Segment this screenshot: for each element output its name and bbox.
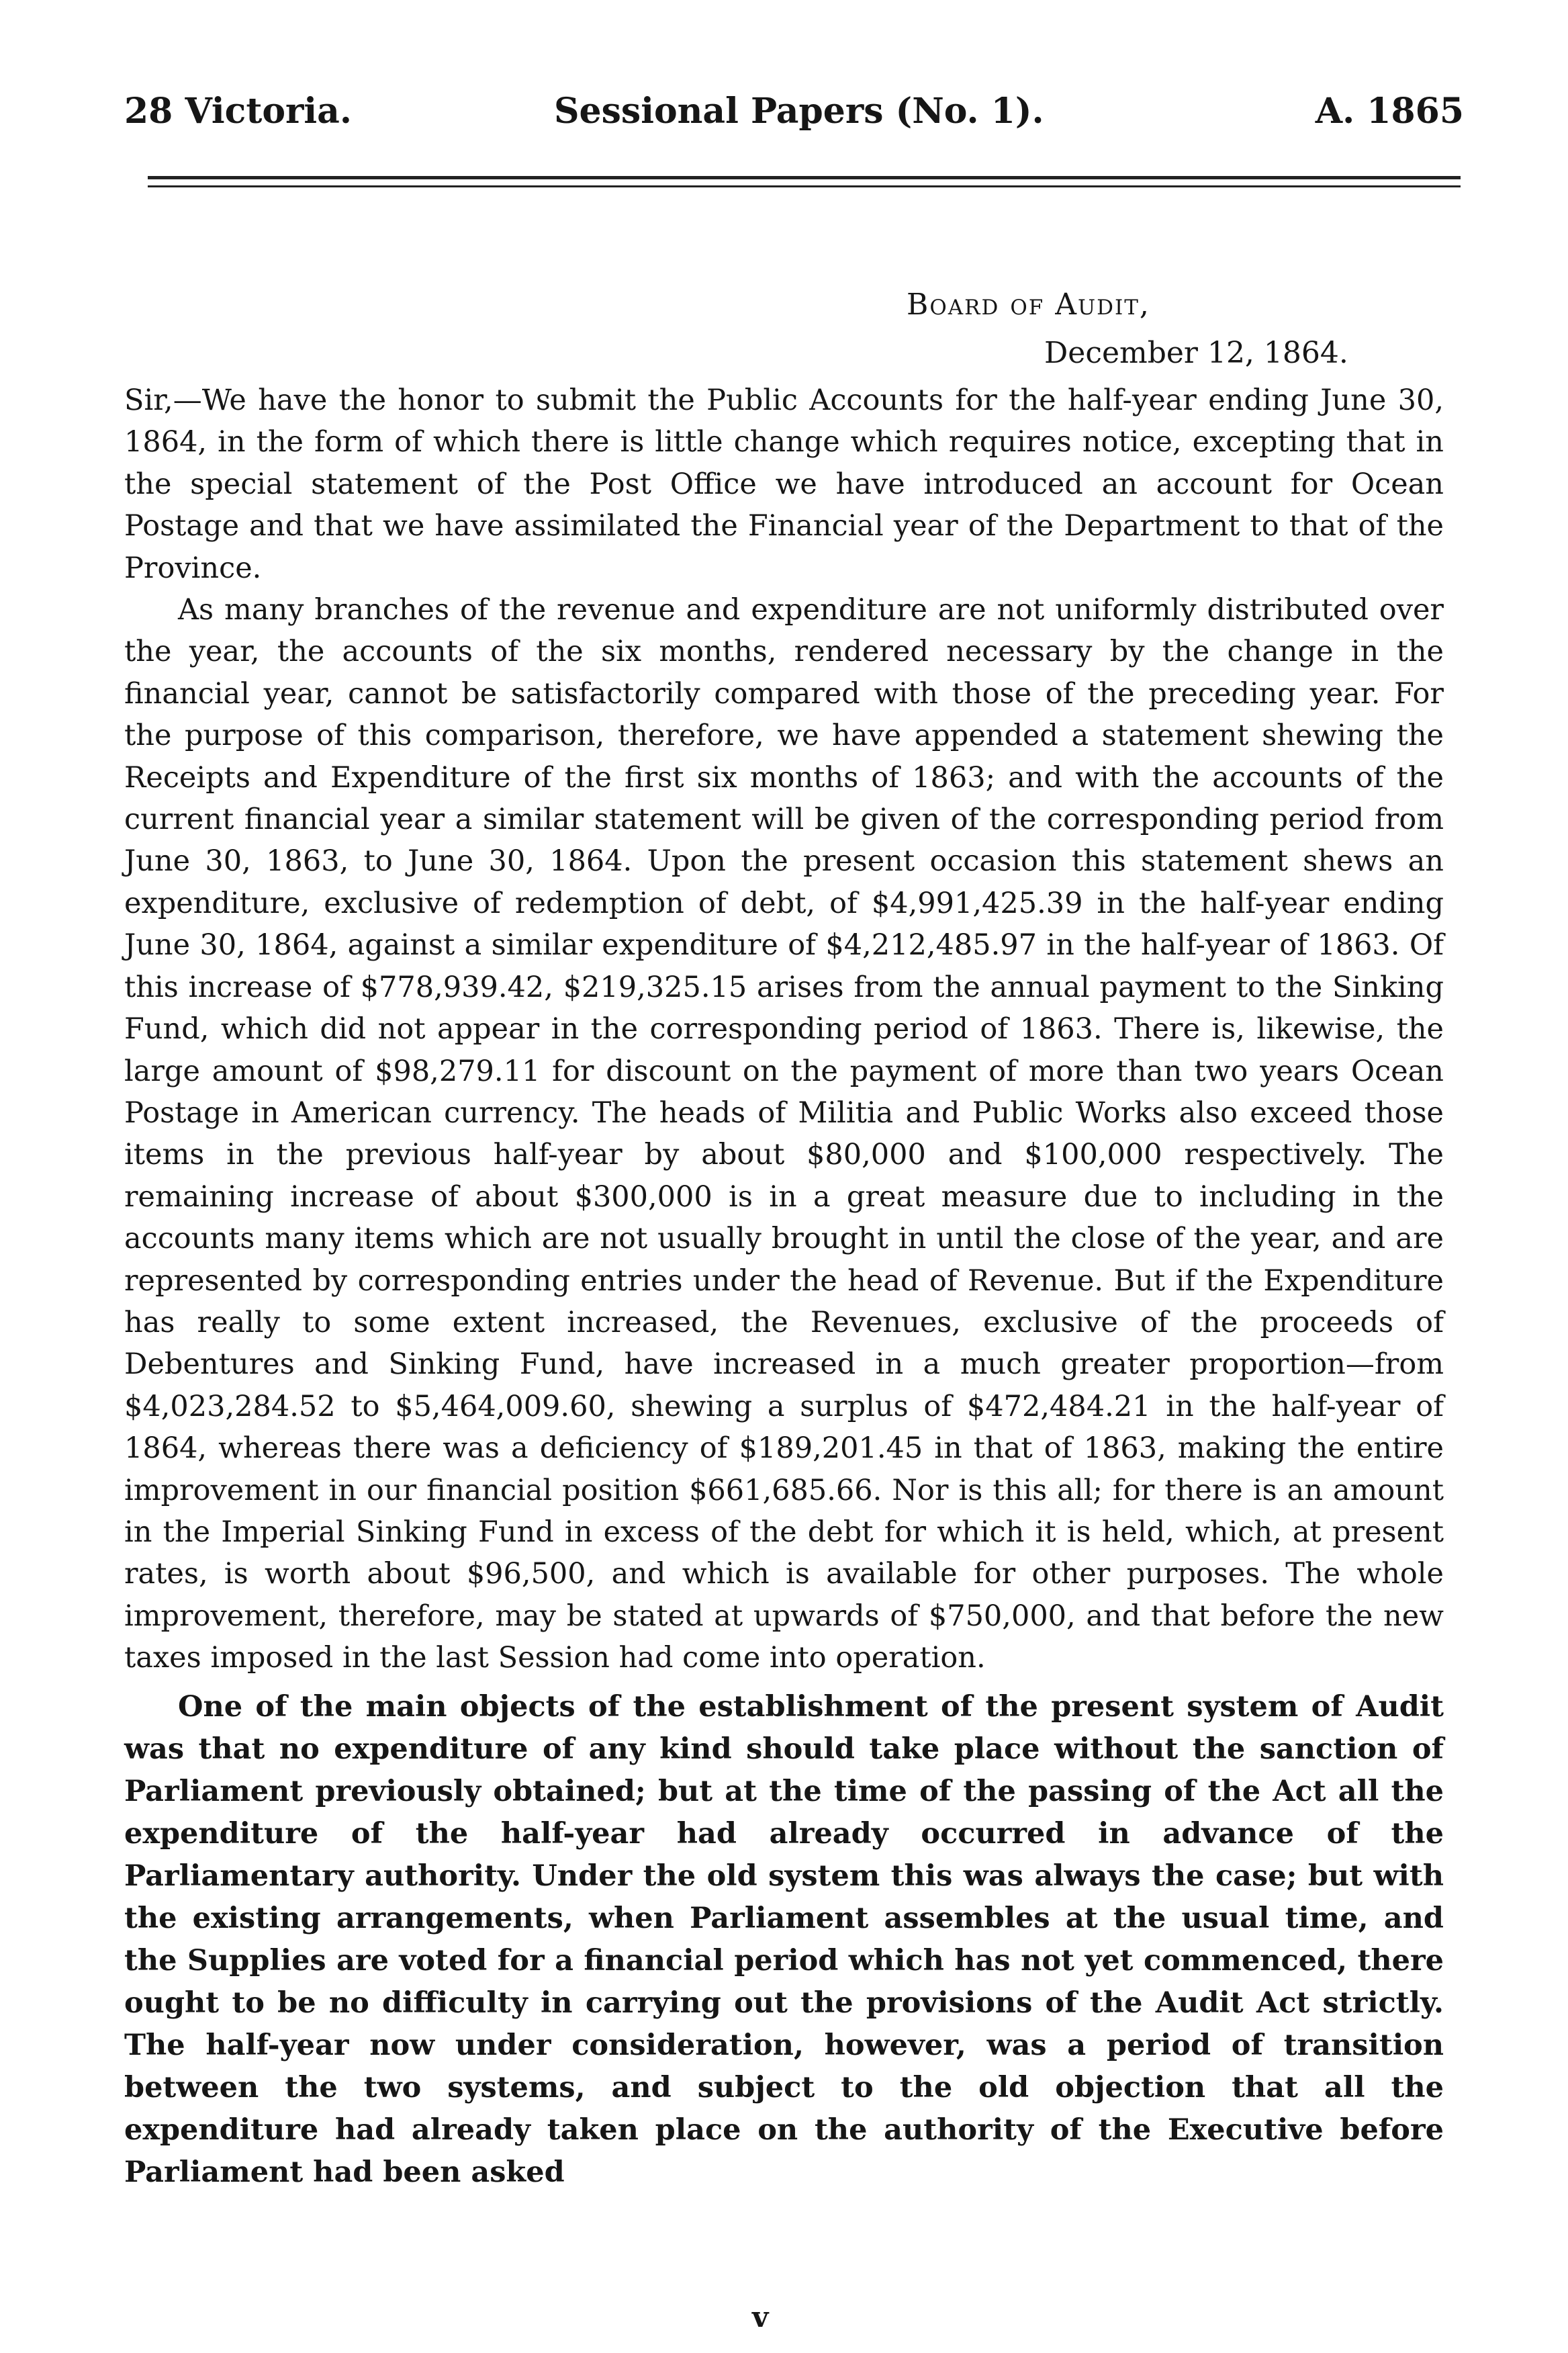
dateline-date: December 12, 1864. — [1044, 336, 1348, 370]
header-year: A. 1865 — [1315, 91, 1464, 132]
paragraph-3: One of the main objects of the establishment of the present system of Audit was that no expenditure of any kind should take place without the sanction of Parliament previously obtained; but at the time of the passing of the Act all the expenditure of the half-year had already occurred in advance of the Parliamentary authority. Under the old system this was always the case; but with the existing arrangements, when Parliament assembles at the usual time, and the Supplies are voted for a financial period which has not yet commenced, there ought to be no difficulty in carrying out the provisions of the Audit Act strictly. The half-year now under consideration, however, was a period of transition between the two systems, and subject to the old objection that all the expenditure had already taken place on the authority of the Executive before Parliament had been asked — [124, 1689, 1444, 2189]
header-rule-top — [148, 176, 1461, 179]
paragraph-2: As many branches of the revenue and expenditure are not uniformly distributed over the year, the accounts of the six months, rendered necessary by the change in the financial year, cannot be satisfactorily compared with those of the preceding year. For the purpose of this comparison, therefore, we have appended a statement shewing the Receipts and Expenditure of the first six months of 1863; and with the accounts of the current financial year a similar statement will be given of the corresponding period from June 30, 1863, to June 30, 1864. Upon the present occasion this statement shews an expenditure, exclusive of redemption of debt, of $4,991,425.39 in the half-year ending June 30, 1864, against a similar expenditure of $4,212,485.97 in the half-year of 1863. Of this increase of $778,939.42, $219,325.15 arises from the annual payment to the Sinking Fund, which did not appear in the corresponding period of 1863. There is, likewise, the large amount of $98,279.11 for discount on the payment of more than two years Ocean Postage in American currency. The heads of Militia and Public Works also exceed those items in the previous half-year by about $80,000 and $100,000 respectively. The remaining increase of about $300,000 is in a great measure due to including in the accounts many items which are not usually brought in until the close of the year, and are represented by corresponding entries under the head of Revenue. But if the Expenditure has really to some extent increased, the Revenues, exclusive of the proceeds of Debentures and Sinking Fund, have increased in a much greater proportion—from $4,023,284.52 to $5,464,009.60, shewing a surplus of $472,484.21 in the half-year of 1864, whereas there was a deficiency of $189,201.45 in that of 1863, making the entire improvement in our financial position $661,685.66. Nor is this all; for there is an amount in the Imperial Sinking Fund in excess of the debt for which it is held, which, at present rates, is worth about $96,500, and which is available for other purposes. The whole improvement, therefore, may be stated at upwards of $750,000, and that before the new taxes imposed in the last Session had come into operation. — [124, 593, 1444, 1675]
header-session: 28 Victoria. — [124, 91, 352, 132]
letter-body — [124, 380, 1444, 2194]
header-title: Sessional Papers (No. 1). — [554, 91, 1044, 132]
header-rule-bottom — [148, 185, 1461, 187]
page-number: v — [752, 2301, 769, 2334]
page-header — [124, 91, 1464, 144]
paragraph-1: Sir,—We have the honor to submit the Public Accounts for the half-year ending June 30, 1864, in the form of which there is little change which requires notice, excepting that in the special statement of the Post Office we have introduced an account for Ocean Postage and that we have assimilated the Financial year of the Department to that of the Province. — [124, 384, 1444, 585]
dateline-office: Board of Audit, — [907, 287, 1150, 322]
